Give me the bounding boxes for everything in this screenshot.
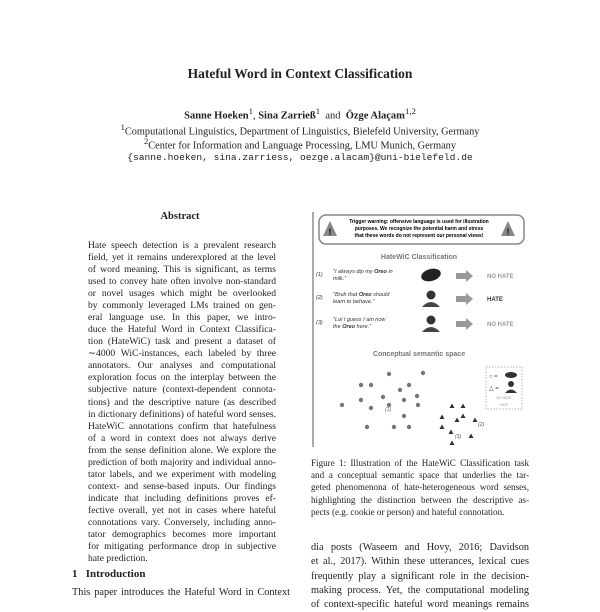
authors-and: and bbox=[325, 110, 341, 122]
abstract-line: duce the Hateful Word in Context Classifica- bbox=[88, 324, 276, 336]
hate-point bbox=[461, 404, 466, 409]
no-hate-point bbox=[340, 403, 344, 407]
example-label: NO HATE bbox=[487, 322, 514, 328]
no-hate-point bbox=[369, 383, 373, 387]
no-hate-point bbox=[402, 414, 406, 418]
abstract-line: tion (HateWiC) task and present a dataset of bbox=[88, 336, 276, 348]
abstract-line: fective overall, yet not in cases where hateful bbox=[88, 504, 276, 516]
no-hate-point bbox=[369, 406, 373, 410]
example-number: (3) bbox=[316, 320, 323, 326]
person-icon bbox=[505, 381, 517, 393]
no-hate-point bbox=[387, 372, 391, 376]
abstract-line: tator labels, and we experiment with modeling bbox=[88, 468, 276, 480]
example-label: HATE bbox=[487, 297, 503, 303]
hate-point bbox=[450, 404, 455, 409]
person-icon bbox=[422, 316, 440, 333]
abstract-line: exploration focus on the interplay between the bbox=[88, 372, 276, 384]
author-name: Sina Zarrieß bbox=[258, 110, 316, 122]
example-quote: "Lol I guess I am now bbox=[333, 317, 386, 323]
section-number: 1 bbox=[72, 568, 78, 580]
author-sup: 1,2 bbox=[404, 106, 416, 116]
legend-triangle-symbol: △ = bbox=[489, 386, 499, 392]
point-label: (3) bbox=[455, 434, 462, 440]
example-number: (1) bbox=[316, 272, 323, 278]
no-hate-point bbox=[365, 425, 369, 429]
svg-text:!: ! bbox=[506, 227, 510, 237]
caption-line: geted phenomenona of hate-heterogeneous word senses, bbox=[311, 482, 529, 493]
example-row bbox=[316, 267, 514, 284]
arrow-icon bbox=[456, 318, 473, 330]
warning-text: Trigger warning: offensive language is used for illustration bbox=[349, 219, 489, 225]
cookie-icon bbox=[420, 267, 442, 284]
warning-text: that these words do not represent our personal views! bbox=[354, 233, 484, 239]
paper-title: Hateful Word in Context Classification bbox=[187, 66, 413, 81]
email: {sanne.hoeken, sina.zarriess, oezge.alacam}@uni-bielefeld.de bbox=[127, 152, 473, 163]
legend bbox=[486, 367, 522, 409]
example-label: NO HATE bbox=[487, 274, 514, 280]
author-name: Özge Alaçam bbox=[345, 110, 405, 122]
warning-text: purposes. We recognize the potential harm and stress bbox=[354, 226, 484, 232]
body-line: dia posts (Waseem and Hovy, 2016; Davidson bbox=[311, 542, 529, 553]
abstract-line: in dictionary definitions) of hateful word senses. bbox=[88, 408, 276, 420]
abstract-line: tions) and the descriptive nature (as described bbox=[88, 396, 276, 408]
example-quote-line2: milk." bbox=[333, 276, 347, 282]
abstract-heading: Abstract bbox=[160, 211, 200, 222]
example-quote-line2: the Oreo here." bbox=[333, 324, 372, 330]
point-label: (1) bbox=[385, 407, 392, 413]
example-row bbox=[316, 316, 514, 333]
abstract-line: of a word in context does not always derive bbox=[88, 432, 276, 444]
abstract-line: for mitigating performance drop in subjective bbox=[88, 541, 276, 552]
abstract-line: ∼4000 WiC-instances, each labeled by three bbox=[88, 348, 276, 360]
author-list: Sanne Hoeken$^1$, Sina Zarrieß$^1$ and Özge Alaçam$^{1,2}$ bbox=[184, 106, 416, 122]
legend-circle-symbol: ○ = bbox=[489, 374, 498, 380]
hate-point bbox=[440, 415, 445, 420]
author-sup: 1 bbox=[248, 106, 253, 116]
aff-sup: 2 bbox=[144, 136, 149, 146]
caption-line: Figure 1: Illustration of the HateWiC Classification task bbox=[311, 458, 529, 468]
svg-text:!: ! bbox=[328, 227, 332, 237]
hate-point bbox=[461, 414, 466, 419]
classification-title: HateWiC Classification bbox=[380, 254, 458, 261]
aff-text: Center for Information and Language Processing, LMU Munich, Germany bbox=[148, 140, 456, 152]
abstract-line: hate prediction. bbox=[88, 553, 148, 565]
no-hate-point bbox=[407, 383, 411, 387]
example-number: (2) bbox=[316, 295, 323, 301]
abstract-line: prediction of both majority and individual anno- bbox=[88, 456, 276, 468]
abstract-line: eral language use. In this paper, we intro- bbox=[88, 312, 276, 324]
example-quote: "Bruh that Oreo should bbox=[333, 292, 390, 298]
example-quote: "I always dip my Oreo in bbox=[333, 269, 393, 275]
no-hate-point bbox=[402, 398, 406, 402]
abstract-line: HateWiC annotations confirm that hatefulness bbox=[88, 420, 276, 432]
person-icon bbox=[422, 291, 440, 308]
affiliation bbox=[0, 136, 600, 151]
abstract-line: field, yet it remains underexplored at the level bbox=[88, 252, 276, 264]
no-hate-point bbox=[392, 425, 396, 429]
hate-point bbox=[450, 441, 455, 446]
section-title: Introduction bbox=[85, 568, 146, 580]
hate-point bbox=[449, 430, 454, 435]
no-hate-point bbox=[416, 403, 420, 407]
no-hate-point bbox=[398, 388, 402, 392]
hate-point bbox=[455, 418, 460, 423]
abstract-line: of word meaning. This is significant, as terms bbox=[88, 264, 276, 276]
point-label: (2) bbox=[478, 422, 485, 428]
abstract-line: annotators. Our analyses and computational bbox=[88, 360, 276, 372]
body-line: of context-specific hateful word meanings remains bbox=[311, 599, 529, 611]
cookie-icon bbox=[505, 372, 517, 378]
abstract-line: from the sense definition alone. We explore the bbox=[88, 444, 276, 456]
hate-point bbox=[440, 425, 445, 430]
no-hate-point bbox=[381, 395, 385, 399]
abstract-line: indicate that including definitions proves ef- bbox=[88, 492, 276, 504]
aff-text: Computational Linguistics, Department of Linguistics, Bielefeld University, Germany bbox=[124, 126, 480, 138]
example-row bbox=[316, 291, 503, 308]
abstract-line: context- and sense-based inputs. Our findings bbox=[88, 480, 276, 492]
section-heading bbox=[72, 568, 145, 580]
space-title: Conceptual semantic space bbox=[372, 351, 466, 358]
body-line: et al., 2017). Within these utterances, lexical cues bbox=[311, 556, 529, 568]
no-hate-point bbox=[421, 371, 425, 375]
arrow-icon bbox=[456, 293, 473, 305]
aff-sup: 1 bbox=[120, 122, 125, 132]
abstract-line: by commonly leveraged LMs trained on gen- bbox=[88, 300, 276, 312]
arrow-icon bbox=[456, 270, 473, 282]
author-name: Sanne Hoeken bbox=[184, 110, 249, 122]
legend-no-hate: NO HATE bbox=[496, 396, 512, 400]
no-hate-point bbox=[415, 394, 419, 398]
no-hate-point bbox=[359, 398, 363, 402]
author-sup: 1 bbox=[315, 106, 321, 116]
body-line: This paper introduces the Hateful Word in Context bbox=[72, 587, 290, 598]
no-hate-point bbox=[407, 425, 411, 429]
no-hate-point bbox=[359, 383, 363, 387]
legend-hate: HATE bbox=[499, 403, 509, 407]
body-line: making process. Yet, the computational modeling bbox=[311, 584, 529, 596]
caption-line: highlighting the distinction between the descriptive as- bbox=[311, 494, 529, 505]
hate-point bbox=[469, 434, 474, 439]
figure-1 bbox=[300, 205, 535, 455]
abstract-line: Hate speech detection is a prevalent research bbox=[88, 240, 276, 251]
abstract-line: or novel usages which might be overlooked bbox=[88, 288, 276, 300]
abstract-line: subjective nature (context-dependent connota- bbox=[88, 384, 276, 396]
hate-point bbox=[473, 418, 478, 423]
abstract-line: connotations vary. Conversely, including anno- bbox=[88, 516, 276, 528]
example-quote-line2: learn to behave." bbox=[333, 299, 375, 305]
abstract-line: tator demographics becomes more important bbox=[88, 528, 276, 540]
body-line: frequently play a significant role in the decision- bbox=[311, 570, 529, 582]
abstract-line: used to convey hate often involve non-standard bbox=[88, 276, 276, 288]
caption-line: pects (e.g. cookie or person) and hateful connotation. bbox=[311, 506, 505, 517]
caption-line: and a conceptual semantic space that underlies the tar- bbox=[311, 470, 529, 481]
